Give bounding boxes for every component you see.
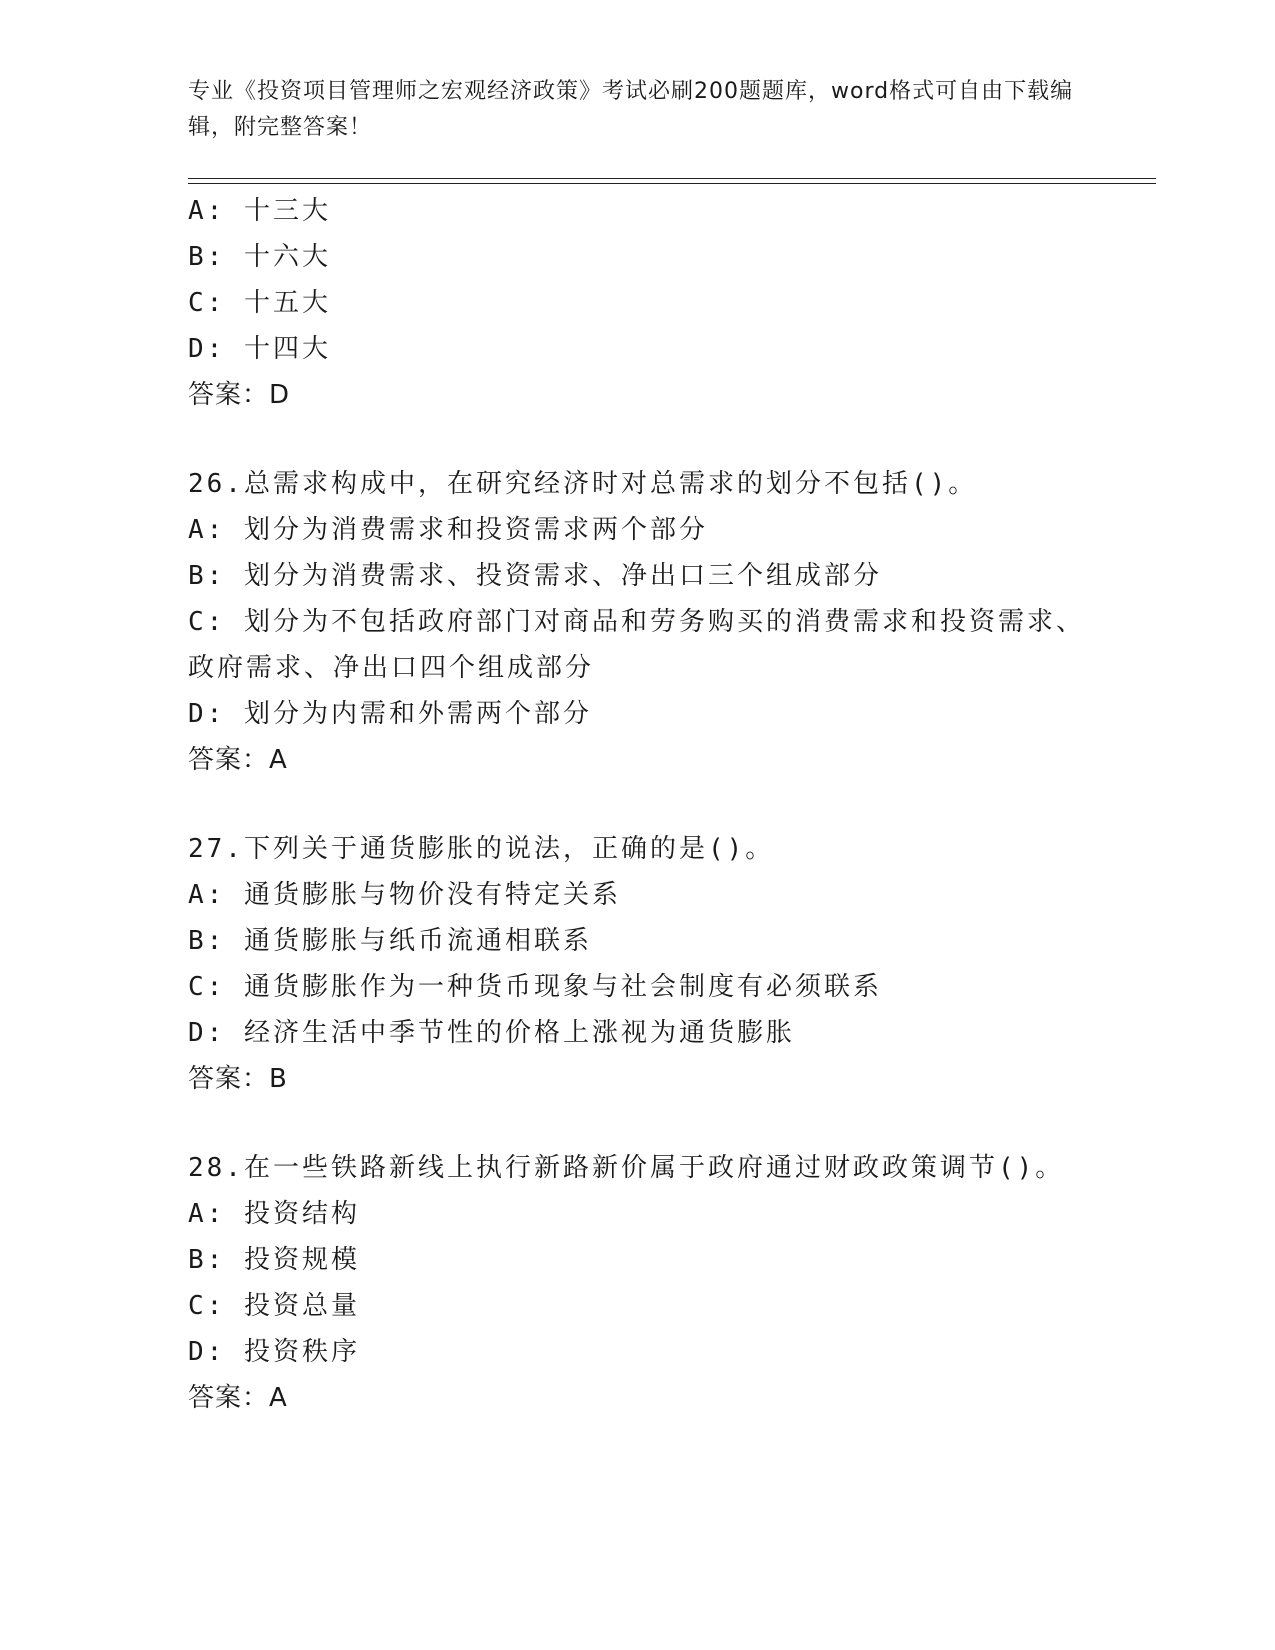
question-title: 28.在一些铁路新线上执行新路新价属于政府通过财政政策调节()。: [188, 1153, 1065, 1183]
question-content: [188, 188, 1088, 1421]
header-rule-top: [188, 178, 1156, 179]
option-c: C: 划分为不包括政府部门对商品和劳务购买的消费需求和投资需求、政府需求、净出口四个组成部分: [188, 607, 1085, 683]
option-c: C: 通货膨胀作为一种货币现象与社会制度有必须联系: [188, 972, 882, 1002]
question-title: 26.总需求构成中，在研究经济时对总需求的划分不包括()。: [188, 469, 978, 499]
answer-line: 答案：A: [188, 745, 288, 775]
option-d: D: 投资秩序: [188, 1337, 360, 1367]
option-d: D: 经济生活中季节性的价格上涨视为通货膨胀: [188, 1018, 795, 1048]
option-d: D: 十四大: [188, 334, 331, 364]
question-title: 27.下列关于通货膨胀的说法，正确的是()。: [188, 834, 775, 864]
answer-line: 答案：D: [188, 380, 291, 410]
question-28: [188, 1145, 1088, 1421]
prev-question-block: [188, 188, 1088, 418]
option-b: B: 十六大: [188, 242, 331, 272]
question-27: [188, 826, 1088, 1102]
option-c: C: 投资总量: [188, 1291, 360, 1321]
option-a: A: 投资结构: [188, 1199, 360, 1229]
option-d: D: 划分为内需和外需两个部分: [188, 699, 592, 729]
document-header: 专业《投资项目管理师之宏观经济政策》考试必刷200题题库，word格式可自由下载编辑，附完整答案！: [188, 79, 1074, 140]
header-rule-bottom: [188, 183, 1156, 184]
option-a: A: 十三大: [188, 196, 331, 226]
question-26: [188, 461, 1088, 783]
option-b: B: 划分为消费需求、投资需求、净出口三个组成部分: [188, 561, 882, 591]
answer-line: 答案：A: [188, 1383, 288, 1413]
option-c: C: 十五大: [188, 288, 331, 318]
option-b: B: 通货膨胀与纸币流通相联系: [188, 926, 592, 956]
option-a: A: 通货膨胀与物价没有特定关系: [188, 880, 621, 910]
option-b: B: 投资规模: [188, 1245, 360, 1275]
answer-line: 答案：B: [188, 1064, 288, 1094]
option-a: A: 划分为消费需求和投资需求两个部分: [188, 515, 708, 545]
